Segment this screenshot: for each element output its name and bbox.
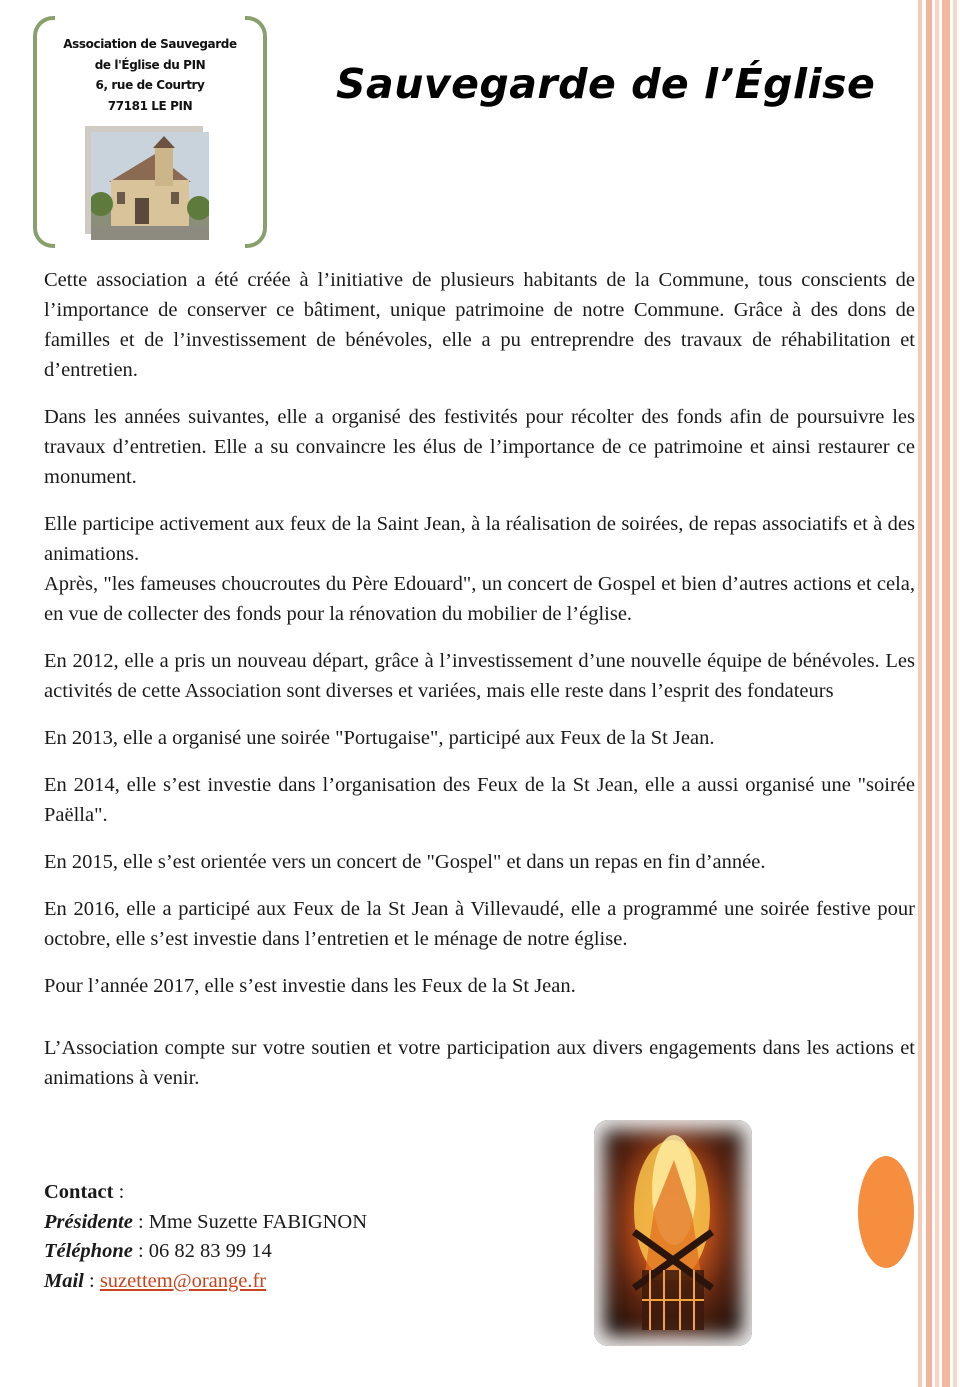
- paragraph: Après, "les fameuses choucroutes du Père Edouard", un concert de Gospel et bien d’autres actions et cela, en vue de collecter des fonds pour la rénovation du mobilier de l’église.: [44, 573, 915, 625]
- president-line: [44, 1208, 367, 1238]
- paragraph: En 2014, elle s’est investie dans l’organisation des Feux de la St Jean, elle a aussi organisé une "soirée Paëlla".: [44, 774, 915, 826]
- page-title: Sauvegarde de l’Église: [336, 60, 876, 108]
- paragraph: Cette association a été créée à l’initiative de plusieurs habitants de la Commune, tous conscients de l’importance de conserver ce bâtiment, unique patrimoine de notre Commune. Grâce à des dons de familles et de l’investissement de bénévoles, elle a pu entreprendre des travaux de réhabilitation et d’entretien.: [44, 269, 915, 381]
- logo-line: 6, rue de Courtry: [95, 78, 205, 92]
- logo-line: Association de Sauvegarde: [63, 37, 237, 51]
- contact-heading: Contact: [44, 1181, 114, 1203]
- phone-label: Téléphone: [44, 1240, 133, 1262]
- decorative-oval: [858, 1156, 914, 1268]
- border-stripe: [942, 0, 950, 1387]
- logo-line: de l'Église du PIN: [94, 57, 206, 72]
- mail-separator: :: [83, 1269, 100, 1292]
- paragraph: Dans les années suivantes, elle a organisé des festivités pour récolter des fonds afin de poursuivre les travaux d’entretien. Elle a su convaincre les élus de l’importance de ce patrimoine et ainsi restaurer ce monument.: [44, 406, 915, 488]
- border-stripe: [918, 0, 922, 1387]
- phone-line: [44, 1237, 367, 1267]
- paragraph: L’Association compte sur votre soutien et votre participation aux divers engagements dans les actions et animations à venir.: [44, 1037, 915, 1089]
- association-logo: [33, 16, 267, 248]
- logo-address: [51, 34, 249, 116]
- contact-heading-suffix: :: [113, 1181, 125, 1203]
- contact-heading-line: [44, 1178, 367, 1208]
- logo-line: 77181 LE PIN: [107, 98, 193, 113]
- paragraph: En 2016, elle a participé aux Feux de la St Jean à Villevaudé, elle a programmé une soirée festive pour octobre, elle s’est investie dans l’entretien et le ménage de notre église.: [44, 898, 915, 950]
- phone-value: : 06 82 83 99 14: [132, 1240, 272, 1262]
- mail-label: Mail: [44, 1269, 84, 1292]
- article-body: [44, 265, 915, 1093]
- president-value: : Mme Suzette FABIGNON: [132, 1210, 368, 1233]
- border-stripe: [935, 0, 939, 1387]
- bonfire-photo: [594, 1120, 752, 1346]
- contact-block: [44, 1178, 367, 1296]
- president-label: Présidente: [44, 1210, 133, 1233]
- paragraph: En 2013, elle a organisé une soirée "Portugaise", participé aux Feux de la St Jean.: [44, 727, 715, 749]
- church-photo: [91, 132, 209, 240]
- mail-line: [44, 1267, 367, 1297]
- paragraph: Elle participe activement aux feux de la Saint Jean, à la réalisation de soirées, de repas associatifs et à des animations.: [44, 513, 915, 565]
- border-stripe: [926, 0, 932, 1387]
- paragraph: En 2015, elle s’est orientée vers un concert de "Gospel" et dans un repas en fin d’année.: [44, 851, 766, 873]
- paragraph: Pour l’année 2017, elle s’est investie dans les Feux de la St Jean.: [44, 975, 576, 997]
- border-stripe: [953, 0, 957, 1387]
- email-link[interactable]: suzettem@orange.fr: [99, 1269, 267, 1292]
- paragraph: En 2012, elle a pris un nouveau départ, grâce à l’investissement d’une nouvelle équipe de bénévoles. Les activités de cette Association sont diverses et variées, mais elle reste dans l’esprit des fondateurs: [44, 650, 915, 702]
